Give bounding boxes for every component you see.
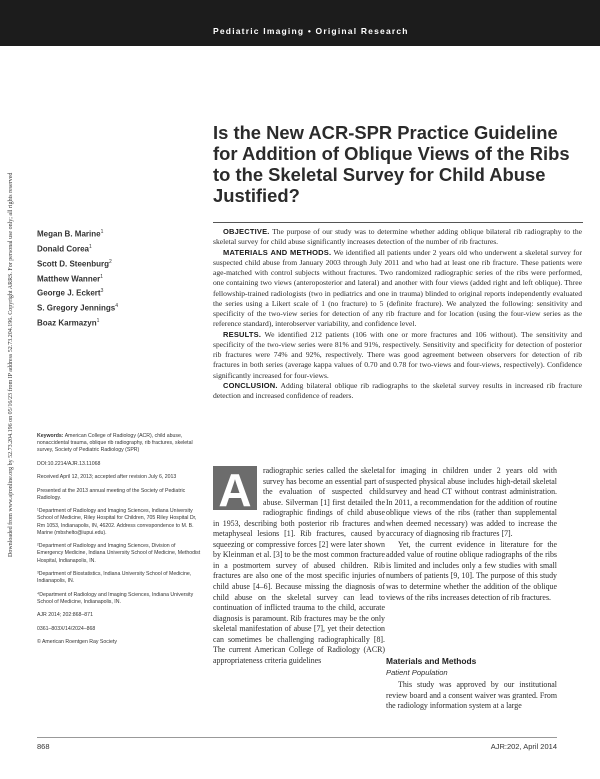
subsection-heading: Patient Population bbox=[386, 668, 448, 677]
abstract-divider bbox=[213, 222, 583, 223]
body-column-2 bbox=[386, 466, 557, 603]
abstract bbox=[213, 227, 582, 401]
issn: 0361–803X/14/2024–868 bbox=[37, 625, 96, 632]
citation: AJR 2014; 202:868–871 bbox=[37, 612, 93, 619]
affiliation: ¹Department of Radiology and Imaging Sciences, Indiana University School of Medicine, Riley Hospital for Children, 705 Riley Hospital Dr, Rm 1053, Indianapolis, IN, 46202. Address correspondence to M. B. Marine (mbshelto@iupui.edu). bbox=[37, 508, 197, 536]
body-paragraph: Yet, the current evidence in literature for the added value of routine oblique radiographs of the ribs is limited and includes only a few studies with small numbers of patients [9, 10]. The purpose of this study was to determine whether the addition of the oblique views of the ribs increases detection of rib fractures. bbox=[386, 539, 557, 602]
received-date: Received April 12, 2013; accepted after revision July 6, 2013 bbox=[37, 474, 177, 481]
author-list bbox=[37, 226, 207, 330]
abstract-methods: MATERIALS AND METHODS. We identified all patients under 2 years old who underwent a skeletal survey for suspected child abuse from January 2003 through July 2011 and who had at least one rib fracture. These patients were age-matched with control subjects without fractures. Two randomized radiographic series of the ribs were performed, one containing two views (anteroposterior and lateral) and another with four views (added right and left oblique). Three fellowship-trained radiologists (two in pediatrics and one in trauma) blinded to original reports independently evaluated the series using a Likert scale of 1 (no fracture) to 5 (definite fracture). We analyzed the following: sensitivity and specificity of the two-view series for detection of any rib fracture and for location (using the four-view series as the reference standard), interobserver variability, and confidence level. bbox=[213, 247, 582, 329]
body-paragraph: for imaging in children under 2 years old with suspected physical abuse includes high-detail skeletal survey and head CT without contrast administration. In 2011, a recommendation for the addition of routine oblique views of the ribs (rather than supplemental when deemed necessary) was added to increase the accuracy of diagnosing rib fractures [7]. bbox=[386, 466, 557, 539]
abstract-objective: OBJECTIVE. The purpose of our study was to determine whether adding oblique bilateral rib radiography to the skeletal survey for child abuse significantly increases detection of the number of rib fractures. bbox=[213, 227, 582, 247]
author: Matthew Wanner$^1$ bbox=[37, 273, 104, 284]
presentation-note: Presented at the 2013 annual meeting of the Society of Pediatric Radiology. bbox=[37, 487, 186, 501]
abstract-results: RESULTS. We identified 212 patients (106 with one or more fractures and 106 without). The sensitivity and specificity of the two-view series were 81% and 91%, respectively. Sensitivity and specificity for detection of posterior rib fractures were 74% and 92%, respectively. There was good agreement between observers for detection of rib fractures in both series (average kappa values of 0.70 and 0.78 for two-views and four-views, respectively). Confidence significantly increased for four-views. bbox=[213, 329, 583, 380]
article-metadata bbox=[37, 433, 203, 652]
author: Donald Corea$^1$ bbox=[37, 243, 92, 254]
methods-text bbox=[386, 680, 557, 712]
affiliation: ⁴Department of Radiology and Imaging Sciences, Indiana University School of Medicine, Indianapolis, IN. bbox=[37, 591, 194, 605]
drop-cap: A bbox=[213, 466, 257, 510]
download-notice-text: Downloaded from www.ajronline.org by 52.73.204.196 on 05/16/23 from IP address 52.73.204.196. Copyright ARRS. For personal use only; all rights reserved bbox=[8, 172, 14, 558]
journal-reference: AJR:202, April 2014 bbox=[490, 742, 557, 751]
doi: DOI:10.2214/AJR.13.11068 bbox=[37, 460, 101, 467]
author: Megan B. Marine$^1$ bbox=[37, 229, 104, 239]
affiliation: ²Department of Radiology and Imaging Sciences, Division of Emergency Medicine, Indiana University School of Medicine, Methodist Hospital, Indianapolis, IN. bbox=[37, 543, 201, 564]
page-number: 868 bbox=[37, 742, 50, 751]
section-label: Pediatric Imaging • Original Research bbox=[213, 26, 409, 36]
article-title: Is the New ACR-SPR Practice Guideline for Addition of Oblique Views of the Ribs to the Skeletal Survey for Child Abuse Justified? bbox=[213, 122, 570, 206]
body-paragraph: This study was approved by our institutional review board and a consent waiver was granted. From the radiology information system at a large bbox=[386, 680, 557, 711]
body-column-1 bbox=[213, 466, 385, 666]
author: George J. Eckert$^3$ bbox=[37, 288, 104, 299]
affiliation: ³Department of Biostatistics, Indiana University School of Medicine, Indianapolis, IN. bbox=[37, 570, 192, 585]
download-notice bbox=[2, 130, 24, 600]
top-banner bbox=[0, 0, 600, 46]
author: S. Gregory Jennings$^4$ bbox=[37, 303, 119, 313]
keywords: Keywords: American College of Radiology (ACR), child abuse, nonaccidental trauma, oblique rib radiography, rib fractures, skeletal survey, Society of Pediatric Radiology (SPR) bbox=[37, 433, 193, 454]
author: Boaz Karmazyn$^1$ bbox=[37, 318, 100, 328]
copyright: © American Roentgen Ray Society bbox=[37, 638, 117, 645]
intro-paragraph: A radiographic series called the skeletal survey has become an essential part of the evaluation of suspected child abuse. Silverman [1] first detailed the radiographic findings of child abuse in 1953, describing both posterior rib fractures and metaphyseal lesions [1]. Rib fractures, caused by squeezing or compressive forces [2] were later shown by Kleinman et al. [3] to be the most common fracture in a postmortem survey of abused children. Rib fractures are also one of the most specific injuries of child abuse [4–6]. Because missing the diagnosis of child abuse on the skeletal survey can lead to continuation of inflicted trauma to the child, accurate diagnosis is paramount. Rib fractures may be the only skeletal manifestation of abuse [7], yet their detection can sometimes be challenging radiographically [8]. The current American College of Radiology (ACR) appropriateness criteria guidelines bbox=[213, 464, 386, 665]
abstract-conclusion: CONCLUSION. Adding bilateral oblique rib radiographs to the skeletal survey results in increased rib fracture detection and increased confidence of readers. bbox=[213, 380, 582, 400]
author: Scott D. Steenburg$^2$ bbox=[37, 258, 112, 269]
footer-divider bbox=[37, 737, 557, 738]
section-heading: Materials and Methods bbox=[386, 656, 477, 666]
